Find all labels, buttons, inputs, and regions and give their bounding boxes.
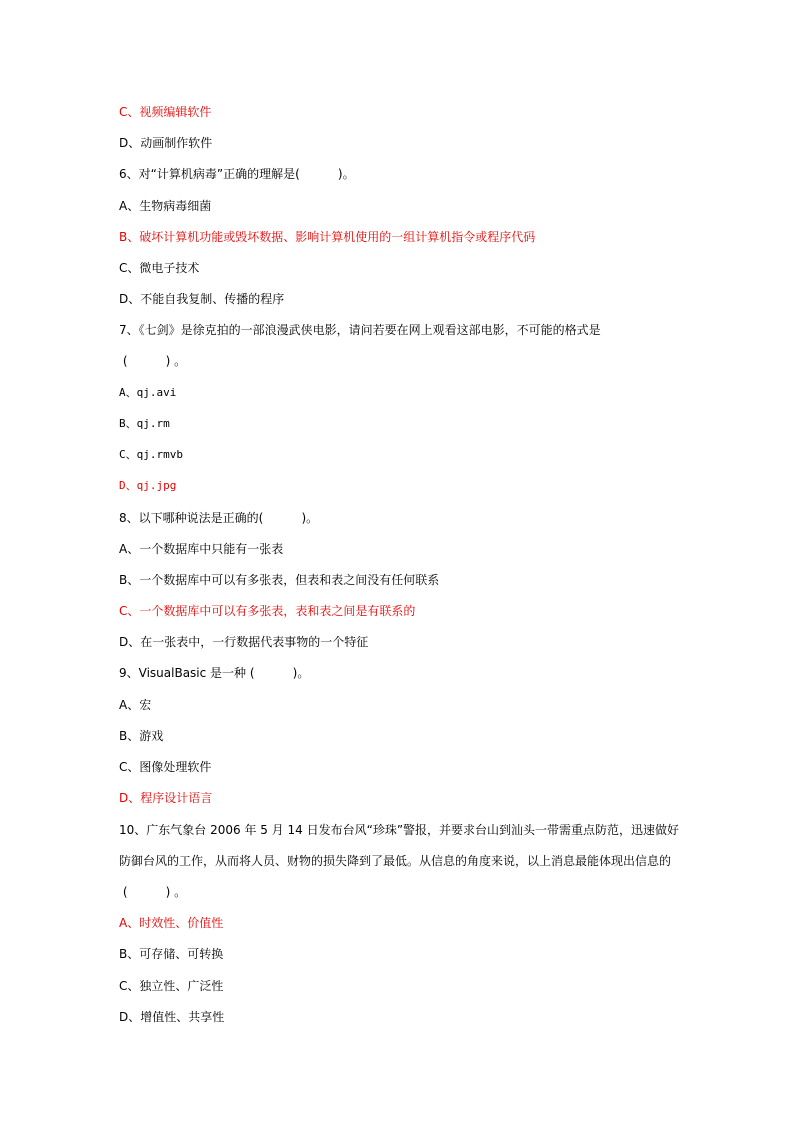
option-5c: C、视频编辑软件 xyxy=(119,105,212,119)
option-8a: A、一个数据库中只能有一张表 xyxy=(119,542,284,556)
question-7: 7、《七剑》是徐克拍的一部浪漫武侠电影，请问若要在网上观看这部电影，不可能的格式是 xyxy=(119,323,601,337)
option-6a: A、生物病毒细菌 xyxy=(119,199,212,213)
option-7a: A、qj.avi xyxy=(119,386,177,399)
option-5d: D、动画制作软件 xyxy=(119,136,213,150)
option-6c: C、微电子技术 xyxy=(119,261,200,275)
question-10-line1: 10、广东气象台 2006 年 5 月 14 日发布台风“珍珠”警报，并要求台山到汕头一带需重点防范，迅速做好 xyxy=(119,823,680,837)
option-9d: D、程序设计语言 xyxy=(119,791,213,805)
option-10c: C、独立性、广泛性 xyxy=(119,979,224,993)
question-8: 8、以下哪种说法是正确的( )。 xyxy=(119,511,319,525)
option-10a: A、时效性、价值性 xyxy=(119,916,224,930)
option-10d: D、增值性、共享性 xyxy=(119,1010,225,1024)
question-9: 9、VisualBasic 是一种 ( )。 xyxy=(119,666,310,680)
option-10b: B、可存储、可转换 xyxy=(119,947,224,961)
option-7d: D、qj.jpg xyxy=(119,479,177,492)
option-9c: C、图像处理软件 xyxy=(119,760,212,774)
question-6: 6、对“计算机病毒”正确的理解是( )。 xyxy=(119,167,355,181)
option-7c: C、qj.rmvb xyxy=(119,448,183,461)
option-9a: A、宏 xyxy=(119,698,152,712)
question-7-blank: ( ) 。 xyxy=(119,354,187,368)
option-8d: D、在一张表中，一行数据代表事物的一个特征 xyxy=(119,635,369,649)
option-6d: D、不能自我复制、传播的程序 xyxy=(119,292,285,306)
question-10-line2: 防御台风的工作，从而将人员、财物的损失降到了最低。从信息的角度来说，以上消息最能体现出信息的 xyxy=(119,854,672,868)
option-8b: B、一个数据库中可以有多张表，但表和表之间没有任何联系 xyxy=(119,573,440,587)
question-10-blank: ( ) 。 xyxy=(119,885,187,899)
option-6b: B、破坏计算机功能或毁坏数据、影响计算机使用的一组计算机指令或程序代码 xyxy=(119,230,536,244)
option-8c: C、一个数据库中可以有多张表，表和表之间是有联系的 xyxy=(119,604,416,618)
option-7b: B、qj.rm xyxy=(119,417,170,430)
option-9b: B、游戏 xyxy=(119,729,164,743)
